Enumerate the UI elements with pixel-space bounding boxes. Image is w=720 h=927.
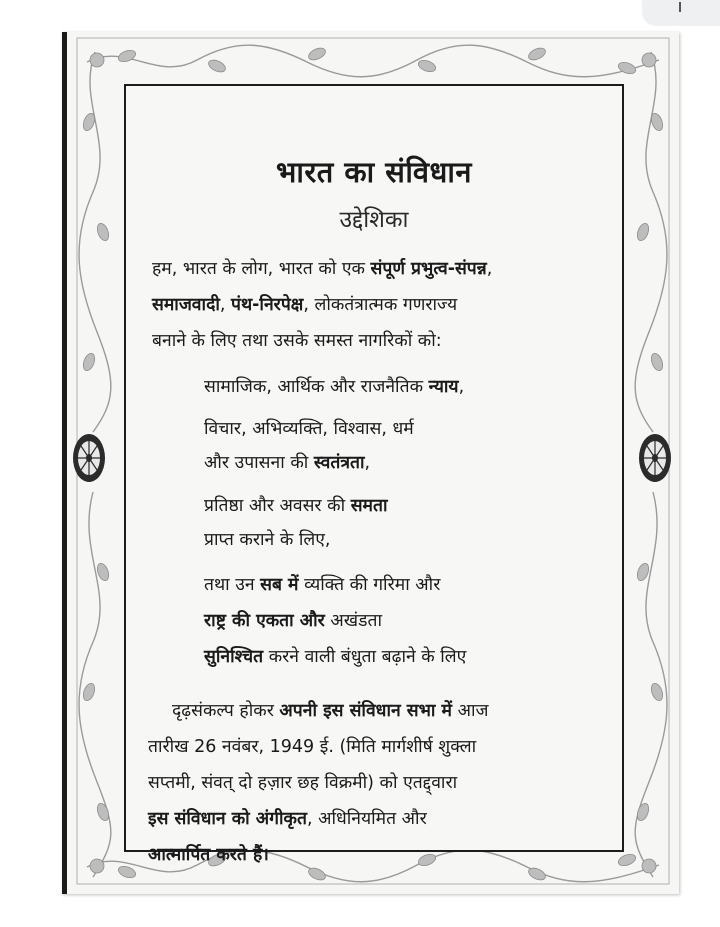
clause-emphasis: सुनिश्चित xyxy=(204,647,264,667)
clause-text: , xyxy=(458,377,465,397)
clause-text: अखंडता xyxy=(324,611,382,631)
clause-emphasis: राष्ट्र की एकता और xyxy=(204,611,325,631)
intro-text: बनाने के लिए तथा उसके समस्त नागरिकों को: xyxy=(152,331,442,351)
resolution-line-1 xyxy=(172,698,488,722)
ashoka-chakra-right-icon xyxy=(637,432,673,484)
corner-tab xyxy=(642,0,720,26)
resolution-line-3 xyxy=(148,770,457,794)
clause-justice xyxy=(204,374,464,398)
resolution-text: दृढ़संकल्प होकर xyxy=(172,701,280,721)
resolution-text: तारीख 26 नवंबर, 1949 ई. (मिति मार्गशीर्ष शुक्ला xyxy=(148,737,477,757)
clause-text: करने वाली बंधुता बढ़ाने के लिए xyxy=(263,647,467,667)
clause-text: तथा उन xyxy=(204,575,261,595)
intro-emphasis: पंथ-निरपेक्ष xyxy=(231,295,304,315)
resolution-emphasis: अपनी इस संविधान सभा में xyxy=(279,701,452,721)
clause-secure xyxy=(204,527,330,551)
clause-dignity xyxy=(204,572,440,596)
resolution-line-2 xyxy=(148,734,476,758)
clause-text: प्रतिष्ठा और अवसर की xyxy=(204,496,351,516)
constitution-page xyxy=(62,32,679,894)
clause-emphasis: स्वतंत्रता xyxy=(313,453,365,473)
resolution-emphasis: आत्मार्पित करते हैं। xyxy=(148,845,269,865)
clause-text: प्राप्त कराने के लिए, xyxy=(204,530,331,550)
clause-text: और उपासना की xyxy=(204,453,314,473)
page-subtitle: उद्देशिका xyxy=(339,207,409,233)
resolution-text: , अधिनियमित और xyxy=(306,809,427,829)
intro-line-1 xyxy=(152,256,492,280)
clause-text: सामाजिक, आर्थिक और राजनैतिक xyxy=(204,377,429,397)
clause-text: विचार, अभिव्यक्ति, विश्वास, धर्म xyxy=(204,419,414,439)
intro-text: , लोकतंत्रात्मक गणराज्य xyxy=(303,295,458,315)
resolution-emphasis: इस संविधान को अंगीकृत xyxy=(148,809,307,829)
clause-fraternity xyxy=(204,644,466,668)
clause-emphasis: समता xyxy=(350,496,388,516)
page-title: भारत का संविधान xyxy=(276,155,472,189)
clause-text: व्यक्ति की गरिमा और xyxy=(298,575,441,595)
intro-line-3 xyxy=(152,328,442,352)
intro-text: हम, भारत के लोग, भारत को एक xyxy=(152,259,371,279)
corner-tab-mark xyxy=(679,2,681,12)
intro-emphasis: समाजवादी xyxy=(152,295,220,315)
intro-text: , xyxy=(219,295,232,315)
resolution-line-4 xyxy=(148,806,427,830)
clause-unity xyxy=(204,608,382,632)
clause-liberty-1 xyxy=(204,416,414,440)
clause-equality xyxy=(204,493,388,517)
clause-liberty-2 xyxy=(204,450,370,474)
clause-emphasis: न्याय xyxy=(428,377,459,397)
intro-line-2 xyxy=(152,292,457,316)
clause-text: , xyxy=(364,453,371,473)
clause-emphasis: सब में xyxy=(260,575,299,595)
ashoka-chakra-left-icon xyxy=(71,432,107,484)
text-frame xyxy=(124,84,624,865)
resolution-text: सप्तमी, संवत् दो हज़ार छह विक्रमी) को एतद्द्वारा xyxy=(148,773,458,793)
resolution-text: आज xyxy=(452,701,489,721)
resolution-line-5 xyxy=(148,842,269,866)
intro-text: , xyxy=(486,259,493,279)
intro-emphasis: संपूर्ण प्रभुत्व-संपन्न xyxy=(370,259,487,279)
